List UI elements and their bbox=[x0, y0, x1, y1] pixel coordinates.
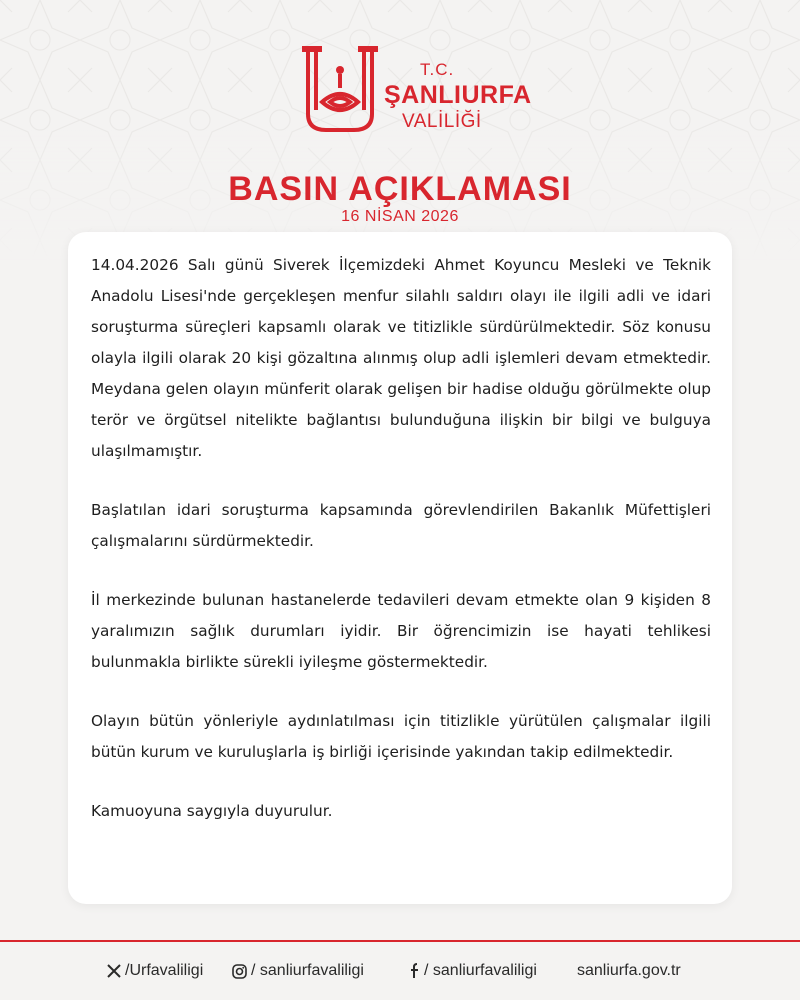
paragraph-2: Başlatılan idari soruşturma kapsamında görevlendirilen Bakanlık Müfettişleri çalışmalarını sürdürmektedir. bbox=[91, 501, 711, 550]
governorship-logo bbox=[300, 44, 532, 134]
facebook-link[interactable] bbox=[410, 962, 537, 980]
paragraph-5: Kamuoyuna saygıyla duyurulur. bbox=[91, 802, 333, 820]
x-icon bbox=[107, 964, 121, 978]
instagram-icon bbox=[232, 964, 247, 979]
logo-city-text: ŞANLIURFA bbox=[384, 81, 532, 109]
paragraph-4: Olayın bütün yönleriyle aydınlatılması için titizlikle yürütülen çalışmalar ilgili bütün kurum ve kuruluşlarla iş birliği içerisinde yakından takip edilmektedir. bbox=[91, 712, 711, 761]
release-date: 16 NİSAN 2026 bbox=[341, 208, 459, 225]
website-url: sanliurfa.gov.tr bbox=[577, 962, 681, 979]
x-handle: /Urfavaliligi bbox=[125, 962, 204, 979]
website-link[interactable] bbox=[577, 962, 681, 980]
footer-social bbox=[0, 958, 800, 988]
logo-tc-text: T.C. bbox=[420, 60, 455, 79]
page-title: BASIN AÇIKLAMASI bbox=[228, 170, 572, 208]
facebook-handle: / sanliurfavaliligi bbox=[424, 962, 537, 979]
logo-office-text: VALİLİĞİ bbox=[402, 111, 482, 132]
instagram-handle: / sanliurfavaliligi bbox=[251, 962, 364, 979]
facebook-icon bbox=[410, 963, 420, 979]
paragraph-3: İl merkezinde bulunan hastanelerde tedavileri devam etmekte olan 9 kişiden 8 yaralımızın sağlık durumları iyidir. Bir öğrencimizin ise hayati tehlikesi bulunmakla birlikte sürekli iyileşme göstermektedir. bbox=[91, 591, 711, 671]
x-link[interactable] bbox=[107, 962, 203, 980]
logo-emblem-icon bbox=[300, 44, 380, 134]
footer-divider bbox=[0, 940, 800, 942]
paragraph-1: 14.04.2026 Salı günü Siverek İlçemizdeki Ahmet Koyuncu Mesleki ve Teknik Anadolu Lisesi'nde gerçekleşen menfur silahlı saldırı olayı ile ilgili adli ve idari soruşturma süreçleri kapsamlı olarak ve titizlikle sürdürülmektedir. Söz konusu olayla ilgili olarak 20 kişi gözaltına alınmış olup adli işlemleri devam etmektedir. Meydana gelen olayın münferit olarak gelişen bir hadise olduğu görülmekte olup terör ve örgütsel nitelikte bağlantısı bulunduğuna ilişkin bir bilgi ve bulguya ulaşılmamıştır. bbox=[91, 256, 711, 460]
instagram-link[interactable] bbox=[232, 962, 364, 980]
statement-body bbox=[91, 250, 711, 827]
